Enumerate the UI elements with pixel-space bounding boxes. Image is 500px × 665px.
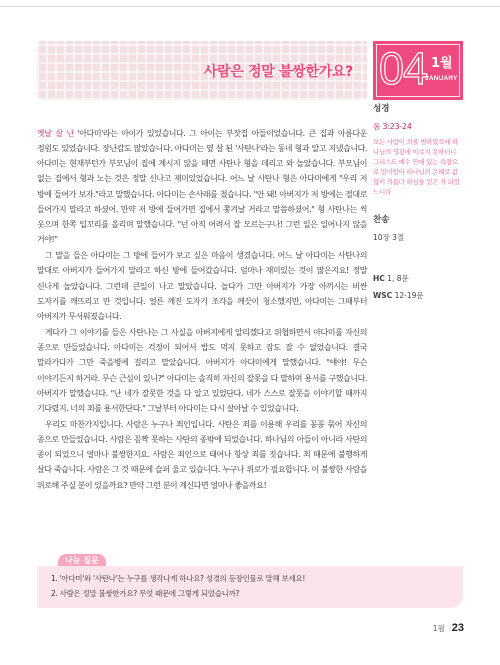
hc-label: HC: [373, 274, 385, 283]
badge-day: 04: [379, 43, 428, 94]
paragraph-4: 우리도 마찬가지입니다. 사람은 누구나 죄인입니다. 사탄은 죄를 이용해 우리를 꽁꽁 묶어 자신의 종으로 만들었습니다. 사람은 꼼짝 못하는 사탄의 종밖에 되었습니다. 하나님의 아들이 아니라 사탄의 종이 되었으니 얼마나 불쌍한지요. 사람은 죄인으로 태어나 항상 죄를 짓습니다. 죄 때문에 불행하게 살다 죽습니다. 사람은 그 것 때문에 슬퍼 울고 있습니다. 누구나 위로가 필요합니다. 이 불쌍한 사람을 위로해 주실 분이 있을까요? 만약 그런 분이 계신다면 얼마나 좋을까요!: [37, 419, 367, 490]
title-banner: [37, 41, 367, 100]
scripture-text: 모든 사람이 죄를 범하였으매 하나님의 영광에 이르지 못하더니 그리스도 예수 안에 있는 속량으로 말미암아 하나님의 은혜로 값없이 의롭다 하심을 얻은 자 되었느니라: [373, 138, 460, 196]
question-1: 1. '아다미'와 '사탄나'는 누구를 생각나게 하나요? 성경의 등장인물로 말해 보세요!: [51, 574, 306, 583]
page-footer: [433, 622, 464, 634]
question-2: 2. 사람은 정말 불쌍한가요? 무엇 때문에 그렇게 되었습니까?: [51, 589, 240, 598]
paragraph-1-lead: 옛날 살 난: [37, 129, 74, 138]
badge-month: 1월: [431, 56, 453, 71]
hc-value: 1, 8문: [387, 274, 409, 283]
page-number: 23: [451, 622, 464, 634]
date-badge: [373, 41, 463, 100]
wsc-value: 12-19문: [394, 291, 424, 300]
sidebar: [373, 100, 463, 301]
think-label: 나눔 질문: [58, 554, 106, 567]
badge-month-eng: JANUARY: [425, 75, 458, 82]
think-box: [37, 566, 463, 608]
scripture-heading: 성경: [373, 104, 390, 114]
hymn-value: 10장 3절: [373, 233, 405, 242]
story-body: [37, 126, 367, 494]
paragraph-2: 그 말을 들은 아다미는 그 방에 들어가 보고 싶은 마음이 생겼습니다. 어느 날 아다미는 사탄나의 말대로 아버지가 들어가지 말라고 하신 방에 들어갔습니다. 엄마나 재미있는 것이 많은지요! 정말 신나게 놀았습니다. 그런데 큰일이 나고 말았습니다. 놀다가 그만 아버지가 가장 아끼시는 비싼 도자기를 깨뜨리고 만 것입니다. 얼른 깨진 도자기 조각을 깨끗이 청소했지만, 아다미는 그때부터 아버지가 무서워졌습니다.: [37, 251, 367, 321]
wsc-line: [373, 290, 463, 301]
page-title: 사람은 정말 불쌍한가요?: [203, 64, 353, 80]
top-rule: [0, 6, 500, 7]
wsc-label: WSC: [373, 291, 393, 300]
footer-month: 1월: [432, 624, 445, 633]
scripture-ref: 롬 3:23-24: [373, 122, 412, 131]
paragraph-1-text: '아다미'라는 아이가 있었습니다. 그 아이는 부잣집 아들이었습니다. 큰 집과 아름다운 정원도 있었습니다. 장난감도 많았습니다. 아다미는 옆 살 된 '사탄나'라는 동네 형과 알고 지냈습니다. 아다미는 현재부턴가 부모님이 집에 계시지 않을 때면 사탄나 형을 데리고 와 놀았습니다. 부모님이 없는 집에서 형과 노는 것은 정말 신나고 재미있었습니다. 어느 날 사탄나 형은 아다미에게 "우리 저 방에 들어가 보자."라고 말했습니다. 아다미는 손사래를 쳤습니다. "안 돼! 아버지가 저 방에는 절대로 들어가지 말라고 하셨어. 만약 저 방에 들어가면 집에서 쫓겨날 거라고 말씀하셨어." 형 사탄나는 씩 웃으며 한쪽 입꼬리를 올리며 말했습니다. "넌 아직 어려서 잘 모르는구나! 그런 일은 일어나지 않을 거야!": [37, 129, 367, 245]
hymn-heading: 찬송: [373, 215, 390, 225]
paragraph-3: 게다가 그 이야기를 들은 사탄나는 그 사실을 아버지에게 알리겠다고 위협하면서 아다미를 자신의 종으로 만들었습니다. 아다미는 걱정이 되어서 밥도 먹지 못하고 잠도 잘 수 없었습니다. 결국 말라가다가 그만 죽을병에 걸리고 말았습니다. 아버지가 아다미에게 말했습니다. "얘야! 무슨 이야기든지 하거라. 무슨 근심이 있니?" 아다미는 솔직히 자신의 잘못을 다 말하며 용서를 구했습니다. 아버지가 말했습니다. "난 네가 잘못한 것을 다 알고 있었단다. 네가 스스로 잘못을 이야기할 때까지 기다렸지. 너의 죄를 용서한단다." 그날부터 아다미는 다시 살아날 수 있었습니다.: [37, 328, 367, 413]
hc-line: [373, 273, 463, 284]
paragraph-1: [37, 126, 367, 247]
